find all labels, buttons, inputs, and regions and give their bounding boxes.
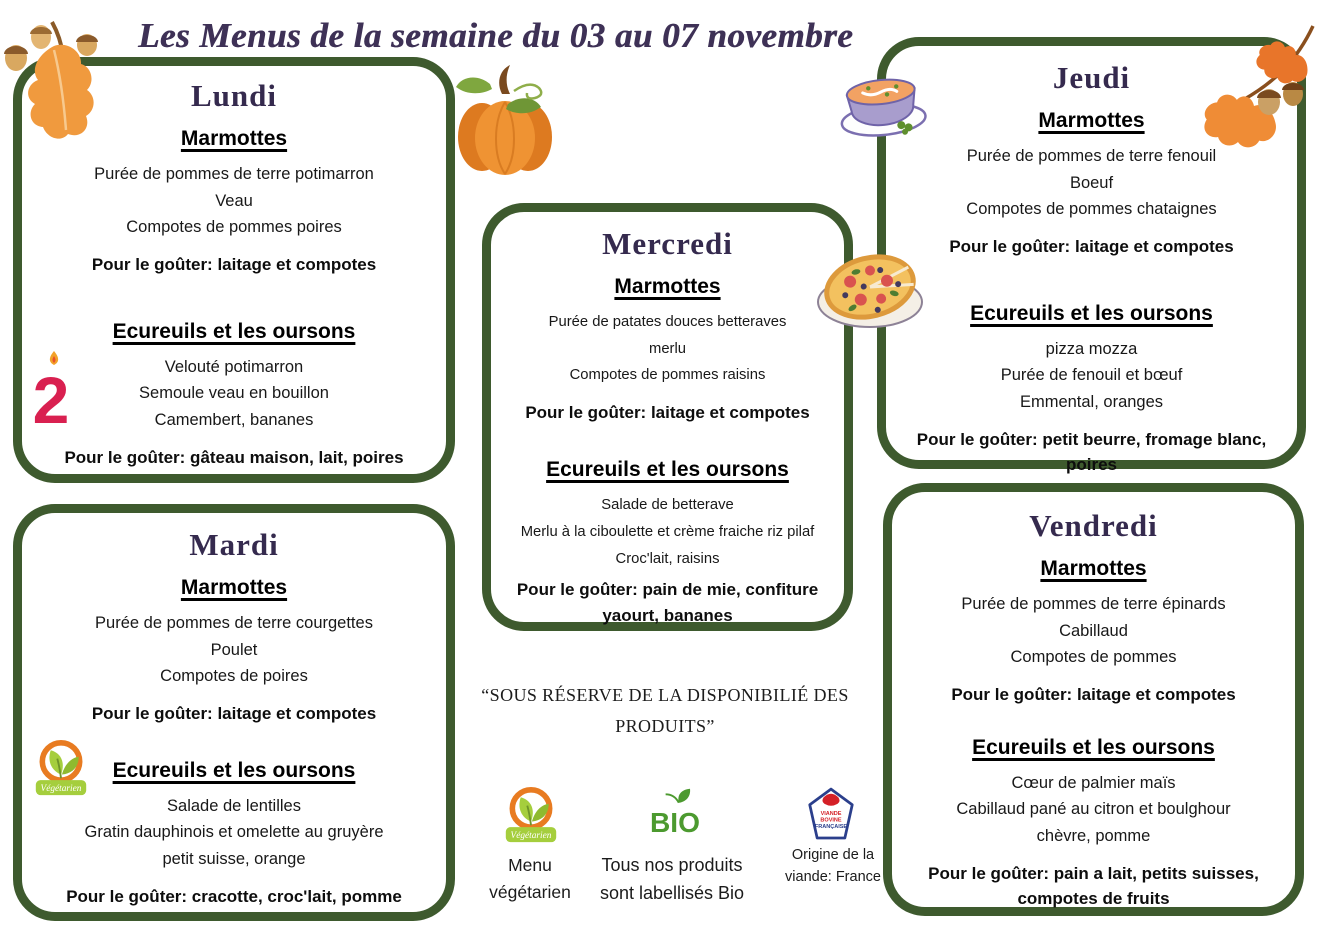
menu-items: [491, 309, 844, 389]
vbf-text-line: VIANDE: [820, 810, 842, 817]
menu-items: [22, 610, 446, 690]
group-title: Marmottes: [1040, 557, 1147, 580]
menu-item: merlu: [649, 340, 686, 357]
group-title: Marmottes: [614, 275, 721, 298]
group-title: Marmottes: [1038, 109, 1145, 132]
day-title: Mardi: [189, 527, 279, 562]
menu-item: Velouté potimarron: [164, 357, 304, 376]
menu-item: Compotes de poires: [160, 667, 308, 686]
gouter-note: Pour le goûter: laitage et compotes: [91, 255, 377, 275]
menu-item: chèvre, pomme: [1036, 827, 1151, 846]
pumpkin-icon: [448, 60, 563, 180]
soup-bowl-icon: [836, 54, 928, 146]
menu-item: Purée de pommes de terre épinards: [961, 595, 1226, 613]
menu-item: Purée de pommes de terre courgettes: [95, 614, 373, 632]
menu-item: Compotes de pommes raisins: [569, 367, 766, 384]
menu-item: Compotes de pommes chataignes: [966, 200, 1217, 219]
group-title: Ecureuils et les oursons: [112, 319, 356, 343]
menu-item: Cœur de palmier maïs: [1011, 773, 1176, 792]
menu-item: Salade de lentilles: [167, 796, 301, 815]
menu-group-marmottes: [22, 563, 446, 727]
menu-item: Camembert, bananes: [154, 411, 314, 430]
gouter-note: Pour le goûter: gâteau maison, lait, poires: [64, 447, 404, 467]
bio-logo-icon: [645, 788, 705, 840]
menu-item: Merlu à la ciboulette et crème fraiche riz pilaf: [520, 524, 815, 540]
menu-item: Cabillaud pané au citron et boulghour: [956, 800, 1231, 819]
availability-notice: “SOUS RÉSERVE DE LA DISPONIBILIÉ DES PRODUITS”: [481, 685, 849, 736]
menu-items: [22, 354, 446, 434]
gouter-note: Pour le goûter: laitage et compotes: [91, 704, 377, 724]
vegetarian-badge-icon: [33, 737, 89, 799]
group-title: Ecureuils et les oursons: [112, 758, 356, 782]
gouter-note: Pour le goûter: laitage et compotes: [949, 237, 1234, 257]
legend-label-vegetarian: Menu végétarien: [489, 855, 571, 903]
vegetarian-ribbon-text: Végétarien: [510, 830, 552, 841]
group-title: Ecureuils et les oursons: [970, 301, 1213, 325]
menu-group-ecureuils: [892, 708, 1295, 912]
menu-group-marmottes: [491, 262, 844, 425]
menu-group-ecureuils: [886, 260, 1297, 478]
menu-item: pizza mozza: [1045, 339, 1138, 358]
day-title: Jeudi: [1052, 60, 1131, 95]
gouter-note: Pour le goûter: laitage et compotes: [525, 402, 810, 422]
menu-item: Compotes de pommes: [1010, 648, 1177, 667]
legend-label-meat-origin: Origine de la viande: France: [785, 847, 881, 885]
menu-group-ecureuils: [22, 278, 446, 471]
menu-item: Gratin dauphinois et omelette au gruyère: [84, 823, 384, 842]
group-title: Marmottes: [180, 127, 288, 150]
menu-item: Croc'lait, raisins: [615, 550, 720, 567]
menu-card-mardi: [13, 504, 455, 921]
menu-item: Purée de fenouil et bœuf: [1000, 366, 1183, 385]
menu-items: [892, 770, 1295, 850]
menu-item: Cabillaud: [1059, 621, 1128, 640]
vbf-text-line: BOVINE: [820, 817, 842, 824]
menu-group-marmottes: [892, 544, 1295, 708]
gouter-note: Pour le goûter: pain a lait, petits suisses, compotes de fruits: [928, 863, 1259, 909]
autumn-leaf-acorns-topleft-icon: [0, 14, 119, 149]
menu-item: Boeuf: [1069, 173, 1114, 192]
menu-card-mercredi: [482, 203, 853, 631]
menu-item: Compotes de pommes poires: [126, 218, 342, 237]
day-title: Lundi: [190, 78, 277, 113]
group-title: Ecureuils et les oursons: [546, 458, 789, 482]
gouter-note: Pour le goûter: pain de mie, confiture yaourt, bananes: [516, 580, 819, 625]
menu-items: [22, 793, 446, 873]
day-title: Mercredi: [602, 226, 733, 261]
autumn-leaves-acorns-topright-icon: [1185, 20, 1319, 150]
menu-group-ecureuils: [491, 425, 844, 628]
gouter-note: Pour le goûter: petit beurre, fromage blanc, poires: [916, 429, 1267, 475]
menu-item: Emmental, oranges: [1019, 393, 1164, 412]
menu-items: [886, 336, 1297, 416]
menu-items: [22, 161, 446, 241]
menu-items: [892, 591, 1295, 671]
gouter-note: Pour le goûter: laitage et compotes: [951, 685, 1236, 705]
menu-item: Salade de betterave: [601, 497, 734, 514]
group-title: Ecureuils et les oursons: [972, 735, 1215, 759]
pizza-icon: [814, 245, 926, 333]
menu-item: Purée de pommes de terre fenouil: [966, 147, 1217, 165]
page-title: Les Menus de la semaine du 03 au 07 novembre: [138, 16, 854, 55]
day-title: Vendredi: [1029, 508, 1158, 543]
bio-logo-text: BIO: [650, 806, 700, 838]
menu-item: petit suisse, orange: [162, 850, 306, 869]
menu-item: Veau: [215, 191, 253, 210]
gouter-note: Pour le goûter: cracotte, croc'lait, pomme: [66, 886, 402, 906]
birthday-candle-icon: [26, 348, 78, 430]
menu-items: [491, 492, 844, 572]
menu-item: Semoule veau en bouillon: [139, 384, 329, 403]
french-meat-origin-logo-icon: [807, 786, 855, 842]
menu-item: Poulet: [210, 640, 258, 659]
vegetarian-badge-icon: [503, 784, 559, 846]
menu-item: Purée de patates douces betteraves: [548, 314, 787, 330]
menu-card-vendredi: [883, 483, 1304, 916]
vegetarian-ribbon-text: Végétarien: [40, 783, 82, 794]
vbf-text-line: FRANÇAISE: [814, 823, 848, 830]
group-title: Marmottes: [180, 576, 288, 599]
menu-item: Purée de pommes de terre potimarron: [94, 165, 374, 183]
menu-items: [886, 143, 1297, 223]
legend-label-bio: Tous nos produits sont labellisés Bio: [599, 855, 745, 903]
candle-number: 2: [32, 363, 70, 430]
